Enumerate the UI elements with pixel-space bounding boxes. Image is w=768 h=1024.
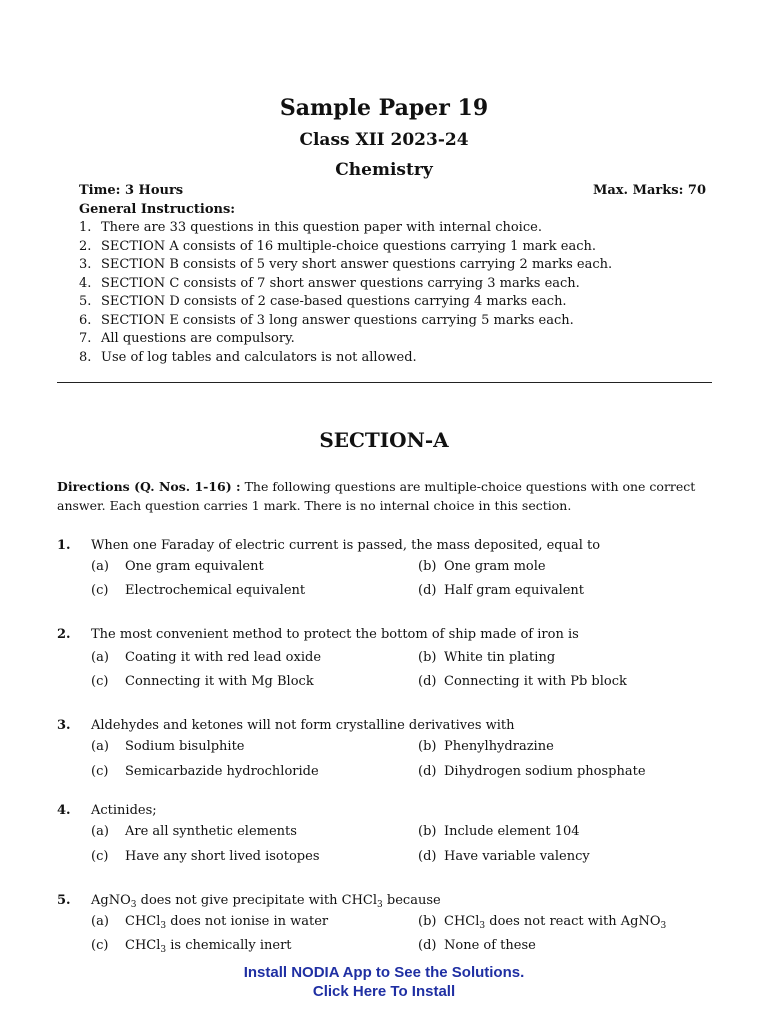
option-d: (d) Half gram equivalent (418, 583, 585, 598)
option-b: (b) CHCl$_3$ does not react with AgNO$_3$ (418, 914, 667, 931)
question-text: AgNO$_3$ does not give precipitate with CHCl$_3$ because (91, 893, 441, 910)
option-d: (d) None of these (418, 938, 536, 953)
option-b: (b) Phenylhydrazine (418, 739, 554, 754)
instruction-item: 7. All questions are compulsory. (79, 331, 295, 346)
option-d: (d) Have variable valency (418, 849, 590, 864)
click-to-install-link[interactable]: Click Here To Install (312, 983, 456, 1000)
directions-text: The following questions are multiple-choice questions with one correct answer. Each question carries 1 mark. There is no internal choice in this section. (57, 479, 696, 513)
instruction-item: 1. There are 33 questions in this question paper with internal choice. (79, 220, 542, 235)
option-c: (c) Connecting it with Mg Block (91, 674, 314, 689)
divider-line (57, 382, 712, 383)
time-label: Time: 3 Hours (79, 183, 184, 198)
max-marks-label: Max. Marks: 70 (592, 183, 706, 198)
option-d: (d) Connecting it with Pb block (418, 674, 627, 689)
question-number: 3. (57, 718, 71, 733)
instructions-list (79, 219, 719, 367)
option-b: (b) White tin plating (418, 650, 556, 665)
subject-title: Chemistry (335, 160, 433, 180)
instructions-heading: General Instructions: (79, 202, 236, 217)
question-number: 2. (57, 627, 71, 642)
instruction-item: 3. SECTION B consists of 5 very short answer questions carrying 2 marks each. (79, 257, 613, 272)
install-app-link[interactable]: Install NODIA App to See the Solutions. (243, 964, 525, 981)
section-title: SECTION-A (319, 428, 449, 452)
option-a: (a) One gram equivalent (91, 559, 264, 574)
option-a: (a) Sodium bisulphite (91, 739, 245, 754)
class-year: Class XII 2023-24 (299, 130, 469, 150)
question-text: When one Faraday of electric current is passed, the mass deposited, equal to (91, 538, 601, 553)
option-c: (c) Semicarbazide hydrochloride (91, 764, 319, 779)
directions-paragraph (57, 477, 717, 515)
option-c: (c) Have any short lived isotopes (91, 849, 320, 864)
question-number: 5. (57, 893, 71, 908)
option-a: (a) Are all synthetic elements (91, 824, 297, 839)
instruction-item: 2. SECTION A consists of 16 multiple-choice questions carrying 1 mark each. (79, 238, 597, 254)
question-number: 1. (57, 538, 71, 553)
question-text: The most convenient method to protect the bottom of ship made of iron is (91, 627, 579, 642)
question-text: Actinides; (91, 803, 157, 818)
instruction-item: 5. SECTION D consists of 2 case-based questions carrying 4 marks each. (79, 294, 567, 309)
instruction-item: 6. SECTION E consists of 3 long answer questions carrying 5 marks each. (79, 312, 574, 328)
option-a: (a) CHCl$_3$ does not ionise in water (91, 914, 329, 931)
instruction-item: 4. SECTION C consists of 7 short answer questions carrying 3 marks each. (79, 275, 580, 291)
directions-label: Directions (Q. Nos. 1-16) : (57, 479, 241, 494)
instruction-item: 8. Use of log tables and calculators is not allowed. (79, 349, 417, 365)
option-b: (b) One gram mole (418, 559, 546, 574)
paper-title: Sample Paper 19 (279, 95, 489, 121)
option-c: (c) CHCl$_3$ is chemically inert (91, 938, 292, 955)
option-c: (c) Electrochemical equivalent (91, 583, 306, 598)
option-d: (d) Dihydrogen sodium phosphate (418, 764, 646, 779)
option-a: (a) Coating it with red lead oxide (91, 650, 322, 665)
install-banner[interactable] (0, 963, 768, 1001)
question-text: Aldehydes and ketones will not form crystalline derivatives with (91, 718, 515, 733)
question-number: 4. (57, 803, 71, 818)
option-b: (b) Include element 104 (418, 824, 580, 839)
